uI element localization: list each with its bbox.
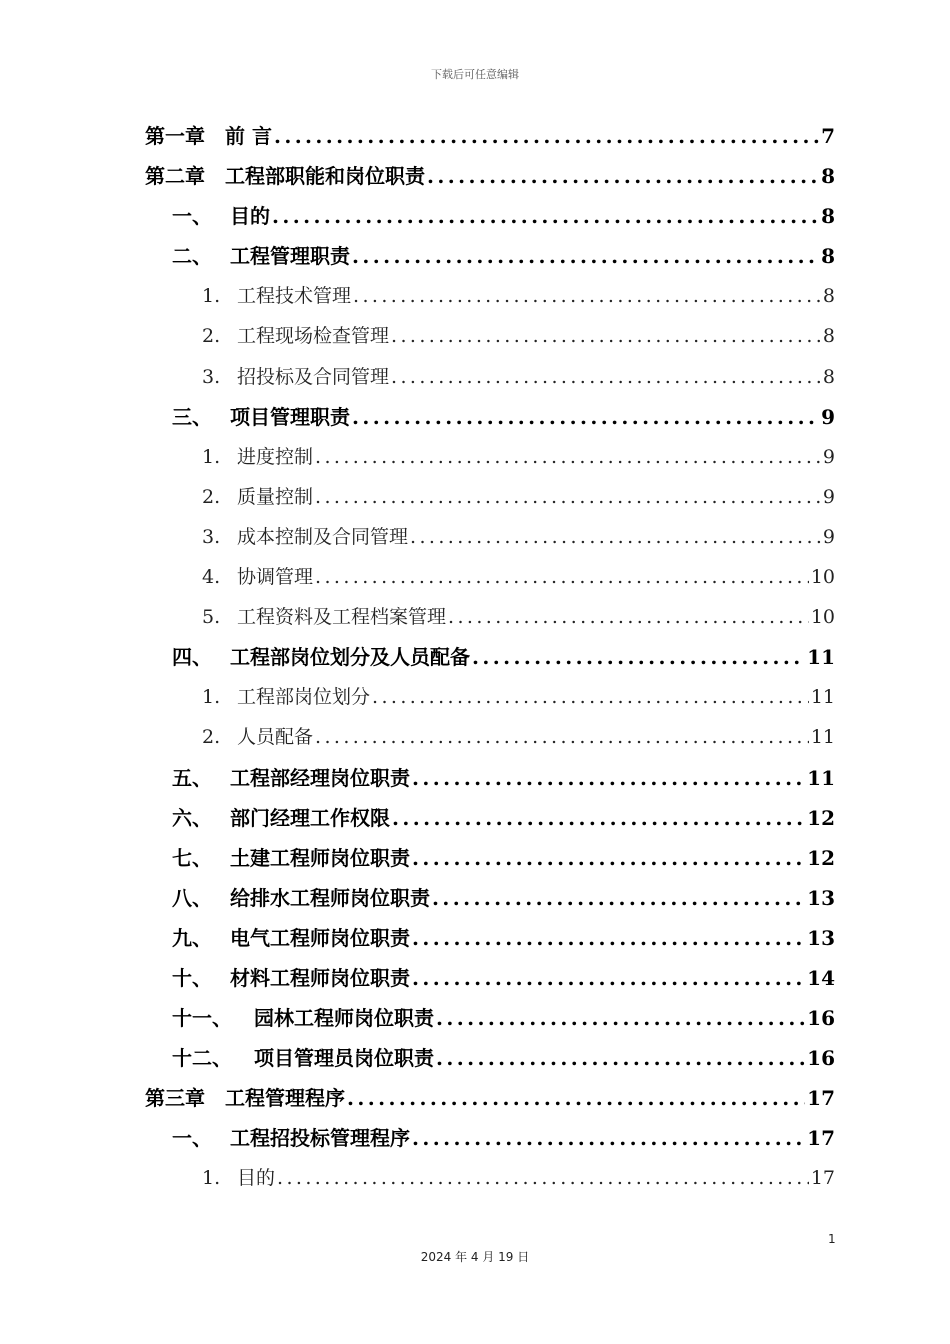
toc-entry-title: 前 言 [225, 124, 272, 148]
toc-entry-title: 工程资料及工程档案管理 [237, 606, 447, 629]
toc-entry[interactable] [202, 442, 835, 482]
toc-entry[interactable] [172, 1123, 835, 1163]
toc-dot-leader [391, 321, 821, 351]
toc-entry-page: 9 [822, 445, 835, 468]
toc-entry-number: 5. [202, 606, 221, 629]
toc-entry[interactable] [202, 281, 835, 321]
toc-dot-leader [277, 1163, 809, 1193]
toc-entry-number: 第三章 [145, 1086, 205, 1111]
toc-entry-number: 第二章 [145, 164, 205, 189]
toc-entry-title: 人员配备 [237, 726, 314, 749]
toc-entry-page: 16 [807, 1046, 835, 1071]
toc-entry-page: 13 [807, 885, 835, 910]
toc-entry-number: 第一章 [145, 124, 205, 148]
toc-entry-number: 八、 [172, 885, 212, 910]
toc-entry-page: 10 [810, 606, 835, 629]
toc-entry[interactable] [172, 1043, 835, 1083]
toc-entry-title: 招投标及合同管理 [237, 365, 390, 388]
toc-dot-leader [472, 642, 805, 672]
toc-entry-title: 工程部职能和岗位职责 [225, 164, 425, 189]
toc-entry-title: 工程招投标管理程序 [230, 1126, 410, 1151]
toc-entry[interactable] [172, 883, 835, 923]
toc-dot-leader [315, 482, 821, 512]
toc-entry-number: 1. [202, 1167, 221, 1190]
toc-entry[interactable] [202, 1163, 835, 1203]
toc-dot-leader [432, 883, 805, 913]
toc-entry-page: 17 [807, 1086, 835, 1111]
page-number: 1 [828, 1232, 836, 1246]
toc-entry-page: 8 [822, 365, 835, 388]
toc-entry-number: 十二、 [172, 1046, 232, 1071]
toc-entry-title: 成本控制及合同管理 [237, 525, 409, 548]
toc-dot-leader [412, 843, 805, 873]
toc-dot-leader [392, 803, 805, 833]
toc-entry-page: 11 [810, 686, 835, 709]
toc-entry-title: 工程现场检查管理 [237, 325, 390, 348]
toc-entry-title: 工程管理程序 [225, 1086, 345, 1111]
toc-entry-number: 3. [202, 365, 221, 388]
toc-dot-leader [315, 562, 809, 592]
toc-dot-leader [274, 121, 819, 151]
toc-entry-number: 三、 [172, 404, 212, 429]
toc-dot-leader [372, 682, 809, 712]
toc-entry-number: 一、 [172, 1126, 212, 1151]
toc-dot-leader [412, 1123, 805, 1153]
toc-entry-page: 11 [807, 765, 835, 790]
toc-entry[interactable] [172, 923, 835, 963]
toc-entry-number: 2. [202, 485, 221, 508]
toc-dot-leader [427, 161, 819, 191]
toc-entry-title: 工程部岗位划分 [237, 686, 371, 709]
toc-entry[interactable] [172, 843, 835, 883]
toc-entry-number: 二、 [172, 244, 212, 269]
toc-entry-page: 8 [821, 244, 835, 269]
toc-entry[interactable] [172, 1003, 835, 1043]
toc-entry[interactable] [172, 803, 835, 843]
toc-entry[interactable] [172, 402, 835, 442]
toc-entry[interactable] [172, 241, 835, 281]
toc-entry[interactable] [172, 201, 835, 241]
toc-dot-leader [412, 963, 805, 993]
toc-entry-number: 1. [202, 686, 221, 709]
toc-entry[interactable] [202, 682, 835, 722]
toc-entry[interactable] [172, 642, 835, 682]
toc-entry-number: 3. [202, 525, 221, 548]
toc-entry-page: 16 [807, 1006, 835, 1031]
toc-entry-page: 12 [807, 845, 835, 870]
toc-entry-number: 六、 [172, 805, 212, 830]
toc-entry-title: 电气工程师岗位职责 [230, 925, 410, 950]
toc-entry-title: 给排水工程师岗位职责 [230, 885, 430, 910]
toc-entry[interactable] [202, 602, 835, 642]
toc-dot-leader [315, 722, 809, 752]
toc-entry-number: 五、 [172, 765, 212, 790]
toc-entry[interactable] [202, 722, 835, 762]
footer-date: 2024 年 4 月 19 日 [420, 1250, 530, 1264]
toc-dot-leader [436, 1003, 805, 1033]
toc-entry-title: 工程部经理岗位职责 [230, 765, 410, 790]
toc-entry-page: 9 [822, 485, 835, 508]
toc-entry-page: 8 [822, 285, 835, 308]
toc-entry-title: 材料工程师岗位职责 [230, 965, 410, 990]
toc-entry[interactable] [202, 482, 835, 522]
toc-entry-title: 项目管理员岗位职责 [254, 1046, 434, 1071]
toc-entry-page: 17 [807, 1126, 835, 1151]
toc-entry-number: 2. [202, 726, 221, 749]
toc-dot-leader [412, 923, 805, 953]
toc-entry-page: 9 [821, 404, 835, 429]
toc-dot-leader [410, 522, 821, 552]
toc-entry[interactable] [202, 522, 835, 562]
toc-entry-number: 2. [202, 325, 221, 348]
toc-entry[interactable] [172, 763, 835, 803]
toc-entry-number: 九、 [172, 925, 212, 950]
toc-entry-page: 14 [807, 965, 835, 990]
toc-entry-number: 4. [202, 566, 221, 589]
toc-dot-leader [353, 281, 821, 311]
toc-entry-number: 四、 [172, 645, 212, 670]
toc-entry-title: 园林工程师岗位职责 [254, 1006, 434, 1031]
toc-dot-leader [391, 362, 821, 392]
toc-entry-title: 协调管理 [237, 566, 314, 589]
toc-entry-title: 进度控制 [237, 445, 314, 468]
toc-entry-title: 工程管理职责 [230, 244, 350, 269]
page-header: 下载后可任意编辑 [431, 68, 519, 81]
toc-dot-leader [352, 402, 819, 432]
toc-entry-title: 目的 [237, 1167, 276, 1190]
toc-dot-leader [436, 1043, 805, 1073]
toc-entry[interactable] [202, 362, 835, 402]
toc-entry-page: 13 [807, 925, 835, 950]
toc-entry-page: 17 [810, 1167, 835, 1190]
toc-entry[interactable] [145, 1083, 835, 1123]
toc-entry-page: 11 [810, 726, 835, 749]
toc-entry[interactable] [172, 963, 835, 1003]
toc-dot-leader [448, 602, 809, 632]
toc-entry-page: 12 [807, 805, 835, 830]
toc-entry-number: 1. [202, 445, 221, 468]
toc-entry[interactable] [145, 161, 835, 201]
toc-entry-page: 10 [810, 566, 835, 589]
toc-entry-title: 质量控制 [237, 485, 314, 508]
toc-entry[interactable] [145, 121, 835, 161]
toc-entry-title: 工程部岗位划分及人员配备 [230, 645, 470, 670]
toc-entry-number: 七、 [172, 845, 212, 870]
toc-entry-number: 1. [202, 285, 221, 308]
toc-entry-title: 目的 [230, 204, 270, 229]
toc-entry-page: 9 [822, 525, 835, 548]
toc-entry-title: 项目管理职责 [230, 404, 350, 429]
toc-entry[interactable] [202, 562, 835, 602]
toc-entry-number: 十、 [172, 965, 212, 990]
toc-entry-title: 部门经理工作权限 [230, 805, 390, 830]
toc-entry[interactable] [202, 321, 835, 361]
toc-entry-page: 11 [807, 645, 835, 670]
table-of-contents [0, 121, 950, 1204]
toc-dot-leader [272, 201, 819, 231]
toc-entry-page: 8 [821, 164, 835, 189]
toc-dot-leader [315, 442, 821, 472]
toc-dot-leader [352, 241, 819, 271]
toc-entry-page: 8 [821, 204, 835, 229]
toc-entry-title: 工程技术管理 [237, 285, 352, 308]
toc-entry-title: 土建工程师岗位职责 [230, 845, 410, 870]
toc-entry-page: 8 [822, 325, 835, 348]
toc-entry-number: 一、 [172, 204, 212, 229]
toc-dot-leader [347, 1083, 805, 1113]
toc-entry-page: 7 [821, 124, 835, 148]
toc-entry-number: 十一、 [172, 1006, 232, 1031]
toc-dot-leader [412, 763, 805, 793]
